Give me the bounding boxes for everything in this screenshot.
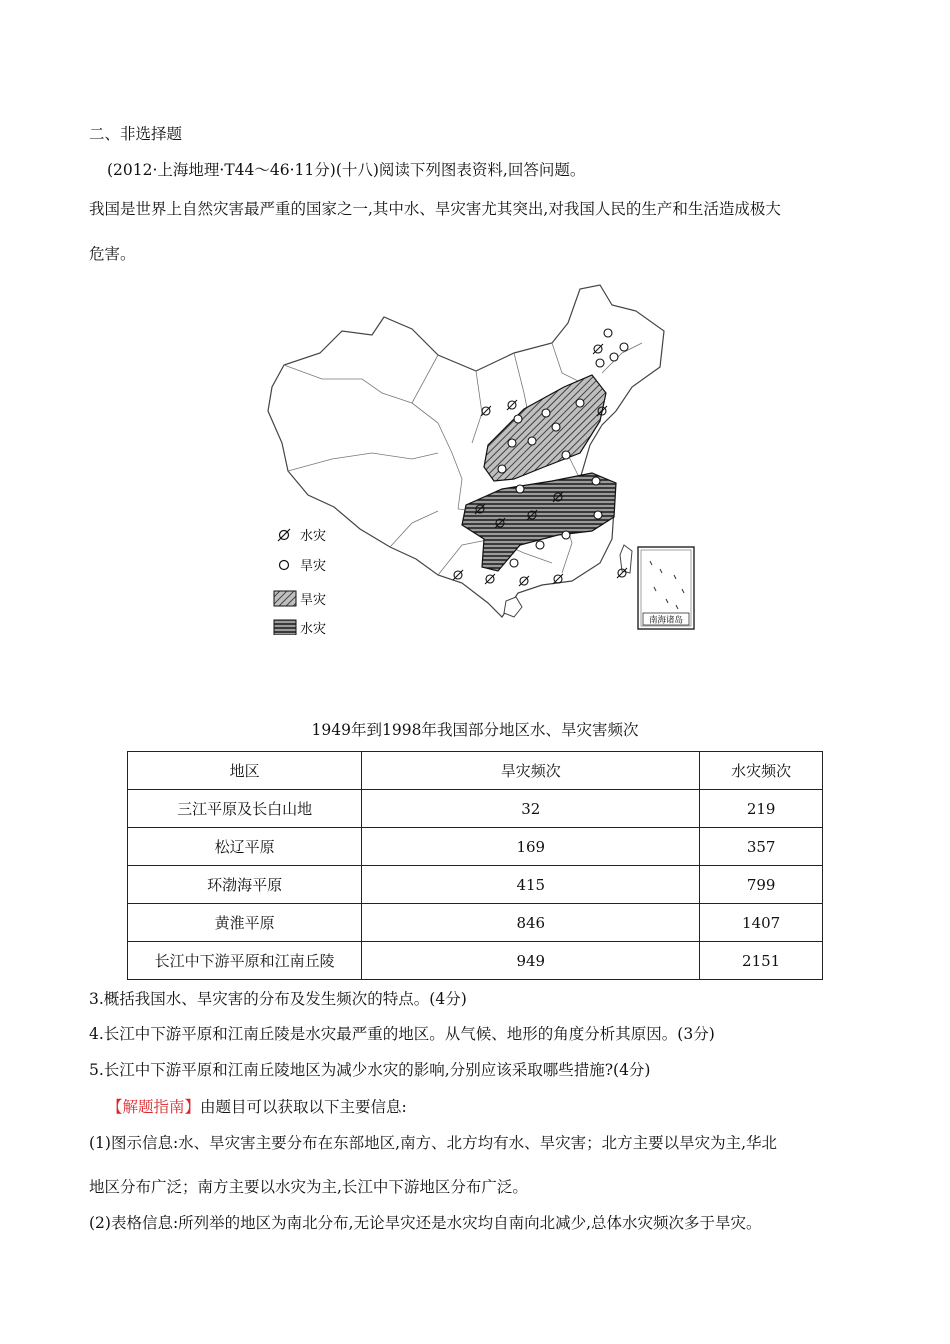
header-flood: 水灾频次 xyxy=(700,752,823,790)
table-header-row xyxy=(128,752,823,790)
cell-flood: 219 xyxy=(700,790,823,828)
cell-drought: 169 xyxy=(362,828,700,866)
question-5: 5.长江中下游平原和江南丘陵地区为减少水灾的影响,分别应该采取哪些措施?(4分) xyxy=(89,1061,651,1079)
table-row xyxy=(128,866,823,904)
disaster-frequency-table xyxy=(127,751,823,980)
cell-region: 松辽平原 xyxy=(128,828,362,866)
legend-flood-area xyxy=(274,620,296,635)
legend-drought-area xyxy=(274,591,296,606)
table-row xyxy=(128,942,823,980)
guide-lead: 由题目可以获取以下主要信息: xyxy=(200,1098,407,1116)
inset-label: 南海诸岛 xyxy=(648,615,684,626)
guide-point-1-line-2: 地区分布广泛；南方主要以水灾为主,长江中下游地区分布广泛。 xyxy=(89,1178,528,1196)
header-drought: 旱灾频次 xyxy=(362,752,700,790)
intro-text-line-2: 危害。 xyxy=(89,245,136,263)
cell-region: 三江平原及长白山地 xyxy=(128,790,362,828)
map-legend xyxy=(274,528,326,635)
cell-region: 长江中下游平原和江南丘陵 xyxy=(128,942,362,980)
question-4: 4.长江中下游平原和江南丘陵是水灾最严重的地区。从气候、地形的角度分析其原因。(3分) xyxy=(89,1025,715,1043)
guide-point-1-line-1: (1)图示信息:水、旱灾害主要分布在东部地区,南方、北方均有水、旱灾害；北方主要以旱灾为主,华北 xyxy=(89,1134,778,1152)
intro-text-line-1: 我国是世界上自然灾害最严重的国家之一,其中水、旱灾害尤其突出,对我国人民的生产和生活造成极大 xyxy=(89,200,781,218)
question-3: 3.概括我国水、旱灾害的分布及发生频次的特点。(4分) xyxy=(89,990,467,1008)
china-disaster-map xyxy=(262,283,700,635)
cell-flood: 1407 xyxy=(700,904,823,942)
legend-label-drought-point: 旱灾 xyxy=(300,559,327,574)
table-caption: 1949年到1998年我国部分地区水、旱灾害频次 xyxy=(311,721,639,739)
guide-intro xyxy=(107,1097,407,1117)
cell-drought: 846 xyxy=(362,904,700,942)
legend-drought-point xyxy=(280,561,289,570)
cell-flood: 799 xyxy=(700,866,823,904)
guide-tag: 【解题指南】 xyxy=(107,1098,201,1116)
section-heading: 二、非选择题 xyxy=(89,125,183,143)
table-row xyxy=(128,790,823,828)
legend-label-flood-point: 水灾 xyxy=(300,529,327,544)
cell-flood: 357 xyxy=(700,828,823,866)
table-row xyxy=(128,904,823,942)
question-source: (2012·上海地理·T44～46·11分)(十八)阅读下列图表资料,回答问题。 xyxy=(107,161,586,179)
guide-point-2: (2)表格信息:所列举的地区为南北分布,无论旱灾还是水灾均自南向北减少,总体水灾频次多于旱灾。 xyxy=(89,1214,762,1232)
cell-flood: 2151 xyxy=(700,942,823,980)
south-china-sea-inset xyxy=(638,547,694,629)
legend-label-drought-area: 旱灾 xyxy=(300,593,327,608)
header-region: 地区 xyxy=(128,752,362,790)
cell-region: 黄淮平原 xyxy=(128,904,362,942)
cell-drought: 949 xyxy=(362,942,700,980)
cell-region: 环渤海平原 xyxy=(128,866,362,904)
table-row xyxy=(128,828,823,866)
legend-label-flood-area: 水灾 xyxy=(300,622,327,635)
legend-flood-point xyxy=(278,529,290,541)
cell-drought: 415 xyxy=(362,866,700,904)
cell-drought: 32 xyxy=(362,790,700,828)
